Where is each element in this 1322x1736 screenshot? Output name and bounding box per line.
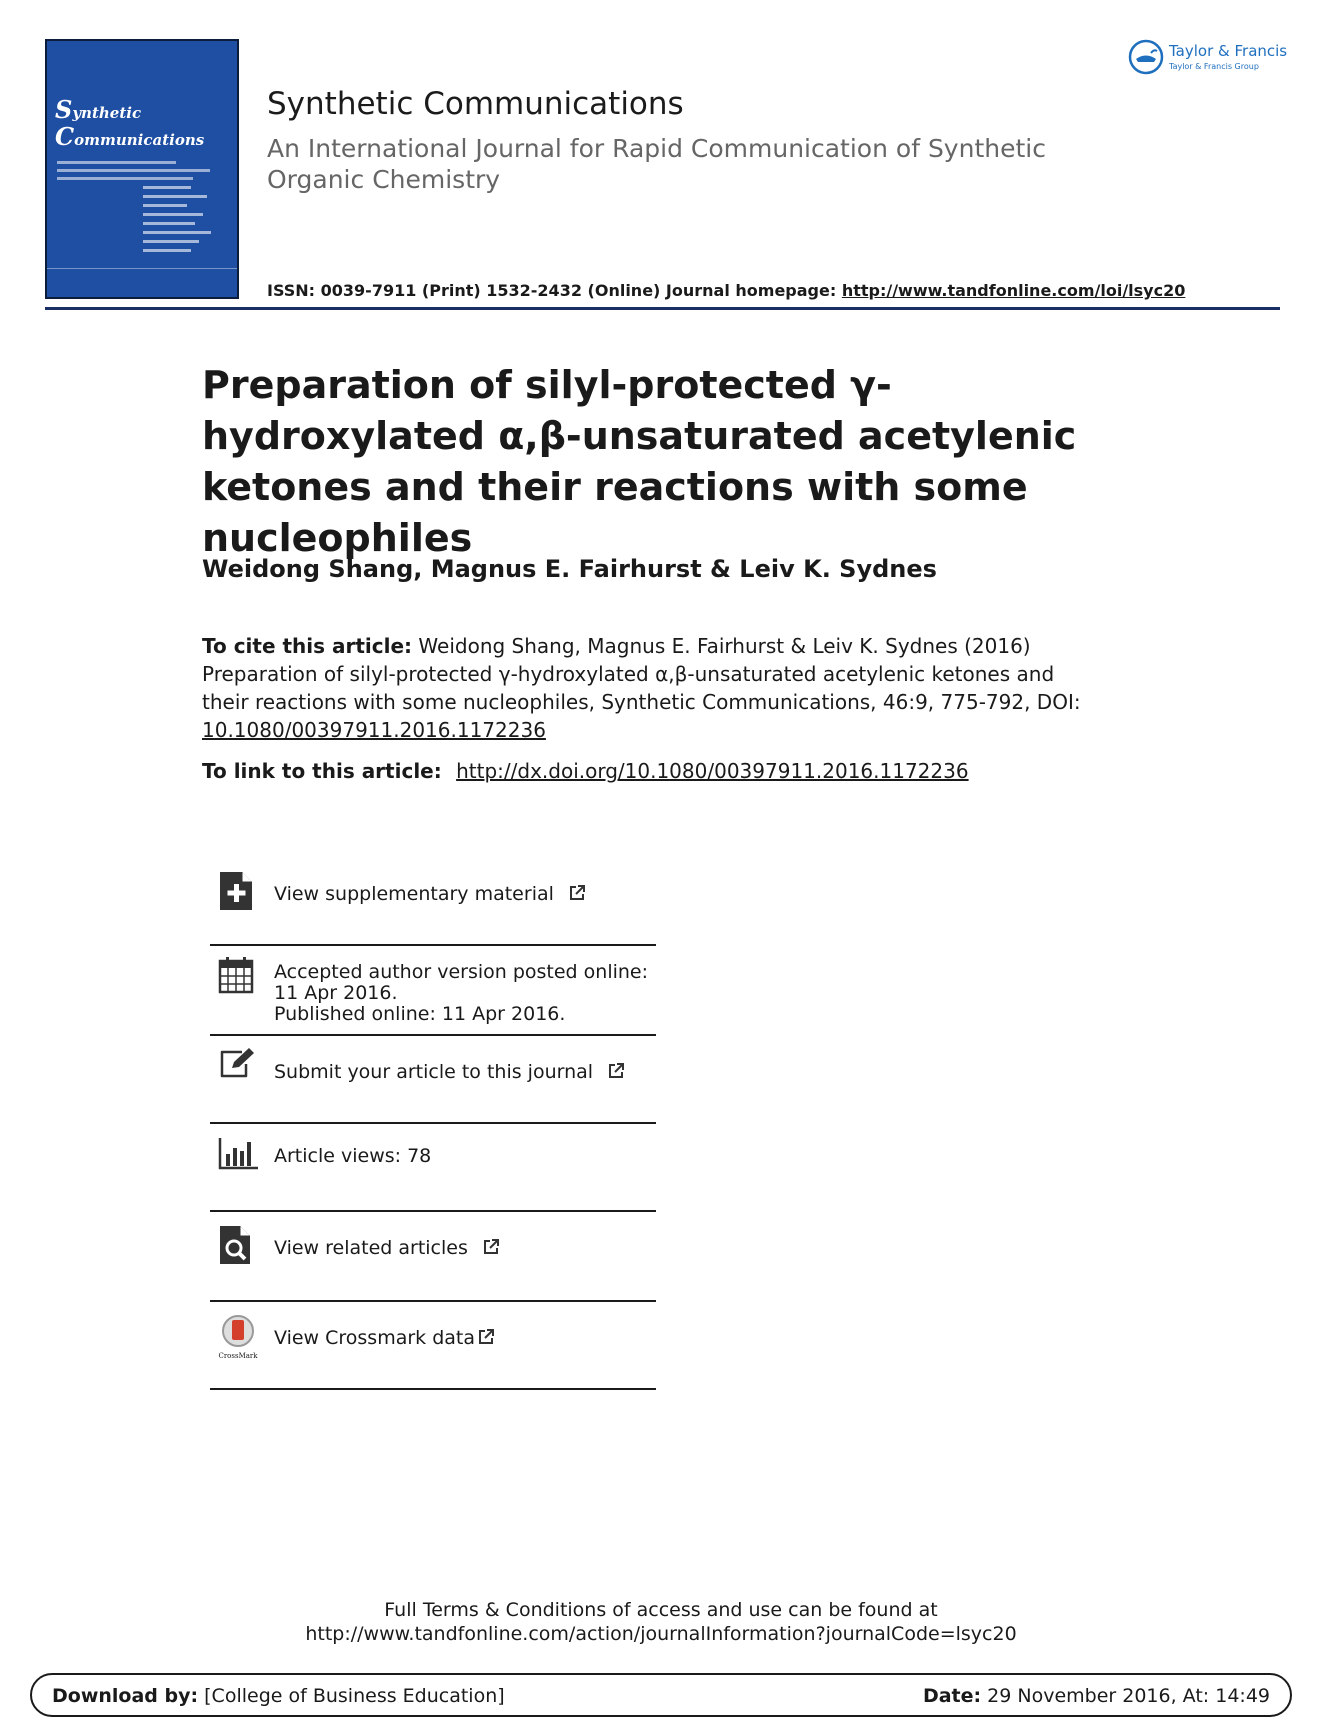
row-publication-dates bbox=[210, 944, 656, 1036]
cover-title-line2: ommunications bbox=[74, 131, 205, 149]
publisher-group: Taylor & Francis Group bbox=[1169, 62, 1259, 71]
cite-text: Weidong Shang, Magnus E. Fairhurst & Leiv K. Sydnes (2016) Preparation of silyl-protected γ-hydroxylated α,β-unsaturated acetylenic ketones and their reactions with some nucleophiles, Synthetic Communications, 46:9, 775-792, DOI: bbox=[202, 634, 1081, 714]
link-label: To link to this article: bbox=[202, 759, 442, 783]
header-divider bbox=[45, 307, 1280, 310]
cover-footer bbox=[47, 268, 237, 289]
cover-text-lines bbox=[57, 161, 227, 185]
related-articles-label: View related articles bbox=[274, 1237, 468, 1259]
edit-icon bbox=[218, 1046, 256, 1080]
publisher-name: Taylor & Francis bbox=[1169, 42, 1288, 60]
external-link-icon bbox=[482, 1238, 500, 1256]
search-file-icon bbox=[218, 1224, 254, 1266]
crossmark-logo-text: CrossMark bbox=[218, 1352, 258, 1360]
download-date bbox=[923, 1685, 1270, 1707]
taylor-francis-lamp-icon bbox=[1127, 38, 1165, 76]
journal-subtitle: An International Journal for Rapid Communication of Synthetic Organic Chemistry bbox=[267, 134, 1046, 194]
accepted-date: Accepted author version posted online: 11 Apr 2016. bbox=[274, 961, 649, 1004]
calendar-icon bbox=[218, 956, 254, 994]
article-doi-link[interactable]: http://dx.doi.org/10.1080/00397911.2016.1172236 bbox=[456, 759, 969, 783]
journal-name: Synthetic Communications bbox=[267, 86, 684, 122]
article-views-count: Article views: 78 bbox=[274, 1145, 432, 1167]
journal-homepage-link[interactable]: http://www.tandfonline.com/loi/lsyc20 bbox=[841, 281, 1186, 300]
cover-title-line1: ynthetic bbox=[72, 104, 142, 122]
journal-cover-image bbox=[45, 39, 239, 299]
crossmark-icon bbox=[218, 1314, 258, 1348]
download-label: Download by: bbox=[52, 1685, 199, 1707]
download-by bbox=[52, 1685, 505, 1707]
row-supplementary[interactable] bbox=[210, 858, 656, 946]
article-title: Preparation of silyl-protected γ-hydroxylated α,β-unsaturated acetylenic ketones and their reactions with some nucleophiles bbox=[202, 363, 1077, 560]
terms-notice bbox=[0, 1598, 1322, 1646]
published-date: Published online: 11 Apr 2016. bbox=[274, 1003, 566, 1025]
bar-chart-icon bbox=[218, 1136, 260, 1170]
external-link-icon bbox=[477, 1328, 495, 1346]
date-label: Date: bbox=[922, 1685, 982, 1707]
cite-label: To cite this article: bbox=[202, 634, 413, 658]
cite-doi[interactable]: 10.1080/00397911.2016.1172236 bbox=[202, 718, 546, 742]
row-related-articles[interactable] bbox=[210, 1210, 656, 1302]
issn-line bbox=[267, 281, 1185, 300]
row-crossmark[interactable] bbox=[210, 1300, 656, 1390]
cover-editor-lines bbox=[143, 186, 223, 258]
crossmark-logo bbox=[218, 1314, 262, 1360]
row-article-views bbox=[210, 1122, 656, 1212]
row-submit-article[interactable] bbox=[210, 1034, 656, 1124]
issn-text: ISSN: 0039-7911 (Print) 1532-2432 (Online) Journal homepage: bbox=[267, 281, 837, 300]
date-value: 29 November 2016, At: 14:49 bbox=[987, 1685, 1270, 1707]
terms-line1: Full Terms & Conditions of access and use can be found at bbox=[384, 1599, 938, 1621]
crossmark-label: View Crossmark data bbox=[274, 1327, 476, 1349]
citation-block bbox=[202, 632, 1082, 744]
external-link-icon bbox=[607, 1062, 625, 1080]
article-link-block bbox=[202, 759, 969, 783]
supplementary-label: View supplementary material bbox=[274, 883, 554, 905]
external-link-icon bbox=[568, 884, 586, 902]
taylor-francis-logo bbox=[1127, 38, 1287, 78]
terms-url[interactable]: http://www.tandfonline.com/action/journalInformation?journalCode=lsyc20 bbox=[305, 1623, 1017, 1645]
download-info-bar bbox=[30, 1673, 1292, 1717]
article-authors: Weidong Shang, Magnus E. Fairhurst & Leiv K. Sydnes bbox=[202, 555, 937, 583]
cover-title: Synthetic Communications bbox=[55, 95, 205, 151]
download-value: [College of Business Education] bbox=[204, 1685, 505, 1707]
file-plus-icon bbox=[218, 870, 254, 912]
submit-label: Submit your article to this journal bbox=[274, 1061, 594, 1083]
